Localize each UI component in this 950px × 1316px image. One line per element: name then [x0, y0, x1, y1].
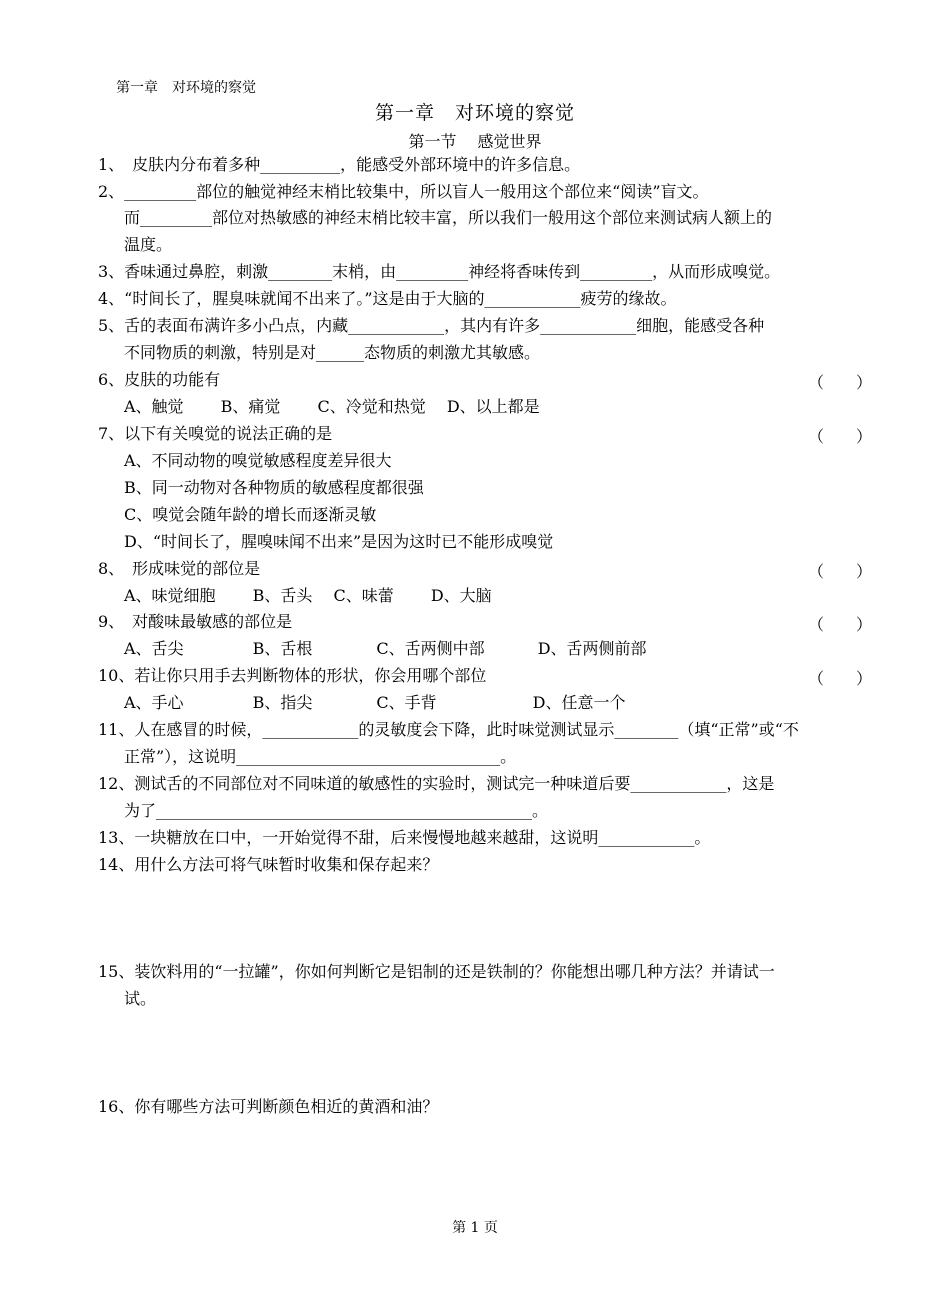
- question-6: 6、皮肤的功能有: [98, 370, 221, 389]
- answer-bracket: （ ）: [808, 562, 873, 581]
- question-5-cont: 不同物质的刺激，特别是对______态物质的刺激尤其敏感。: [124, 343, 541, 362]
- question-7-option-a: A、不同动物的嗅觉敏感程度差异很大: [124, 451, 392, 470]
- page-number: 第 1 页: [452, 1220, 498, 1236]
- answer-bracket: （ ）: [808, 615, 873, 634]
- question-15-cont: 试。: [124, 989, 157, 1008]
- section-title: 第一节 感觉世界: [408, 132, 542, 151]
- question-6-options: A、触觉 B、痛觉 C、冷觉和热觉 D、以上都是: [124, 397, 540, 416]
- question-4: 4、“时间长了，腥臭味就闻不出来了。”这是由于大脑的____________疲劳的缘故。: [98, 289, 677, 308]
- question-9-options: A、舌尖 B、舌根 C、舌两侧中部 D、舌两侧前部: [124, 639, 647, 658]
- chapter-title: 第一章 对环境的察觉: [374, 102, 575, 124]
- question-8-options: A、味觉细胞 B、舌头 C、味蕾 D、大脑: [124, 586, 492, 605]
- question-2-cont: 而_________部位对热敏感的神经末梢比较丰富，所以我们一般用这个部位来测试病人额上的: [124, 208, 773, 227]
- answer-bracket: （ ）: [808, 427, 873, 446]
- question-16: 16、你有哪些方法可判断颜色相近的黄酒和油？: [98, 1097, 439, 1116]
- question-7: 7、以下有关嗅觉的说法正确的是: [98, 424, 333, 443]
- question-3: 3、香味通过鼻腔，刺激________末梢，由_________神经将香味传到_________，从而形成嗅觉。: [98, 262, 781, 281]
- question-11-cont: 正常”），这说明_________________________________。: [124, 747, 517, 766]
- answer-bracket: （ ）: [808, 373, 873, 392]
- question-8: 8、 形成味觉的部位是: [98, 559, 261, 578]
- question-10: 10、若让你只用手去判断物体的形状，你会用哪个部位: [98, 666, 487, 685]
- question-7-option-c: C、嗅觉会随年龄的增长而逐渐灵敏: [124, 505, 377, 524]
- question-7-option-b: B、同一动物对各种物质的敏感程度都很强: [124, 478, 424, 497]
- question-13: 13、一块糖放在口中，一开始觉得不甜，后来慢慢地越来越甜，这说明____________。: [98, 828, 711, 847]
- answer-bracket: （ ）: [808, 669, 873, 688]
- question-2-cont: 温度。: [124, 235, 173, 254]
- question-12: 12、测试舌的不同部位对不同味道的敏感性的实验时，测试完一种味道后要____________，这是: [98, 774, 775, 793]
- question-12-cont: 为了_______________________________________________。: [124, 801, 549, 820]
- question-11: 11、人在感冒的时候，____________的灵敏度会下降，此时味觉测试显示________（填“正常”或“不: [98, 720, 799, 739]
- question-2: 2、_________部位的触觉神经末梢比较集中，所以盲人一般用这个部位来“阅读”盲文。: [98, 182, 709, 201]
- question-14: 14、用什么方法可将气味暂时收集和保存起来？: [98, 855, 439, 874]
- question-15: 15、装饮料用的“一拉罐”，你如何判断它是铝制的还是铁制的？你能想出哪几种方法？并请试一: [98, 962, 775, 981]
- question-5: 5、舌的表面布满许多小凸点，内藏____________，其内有许多____________细胞，能感受各种: [98, 316, 765, 335]
- question-1: 1、 皮肤内分布着多种__________，能感受外部环境中的许多信息。: [98, 155, 581, 174]
- question-7-option-d: D、“时间长了，腥嗅味闻不出来”是因为这时已不能形成嗅觉: [124, 532, 554, 551]
- running-header: 第一章 对环境的察觉: [116, 80, 256, 96]
- question-10-options: A、手心 B、指尖 C、手背 D、任意一个: [124, 693, 626, 712]
- question-9: 9、 对酸味最敏感的部位是: [98, 612, 293, 631]
